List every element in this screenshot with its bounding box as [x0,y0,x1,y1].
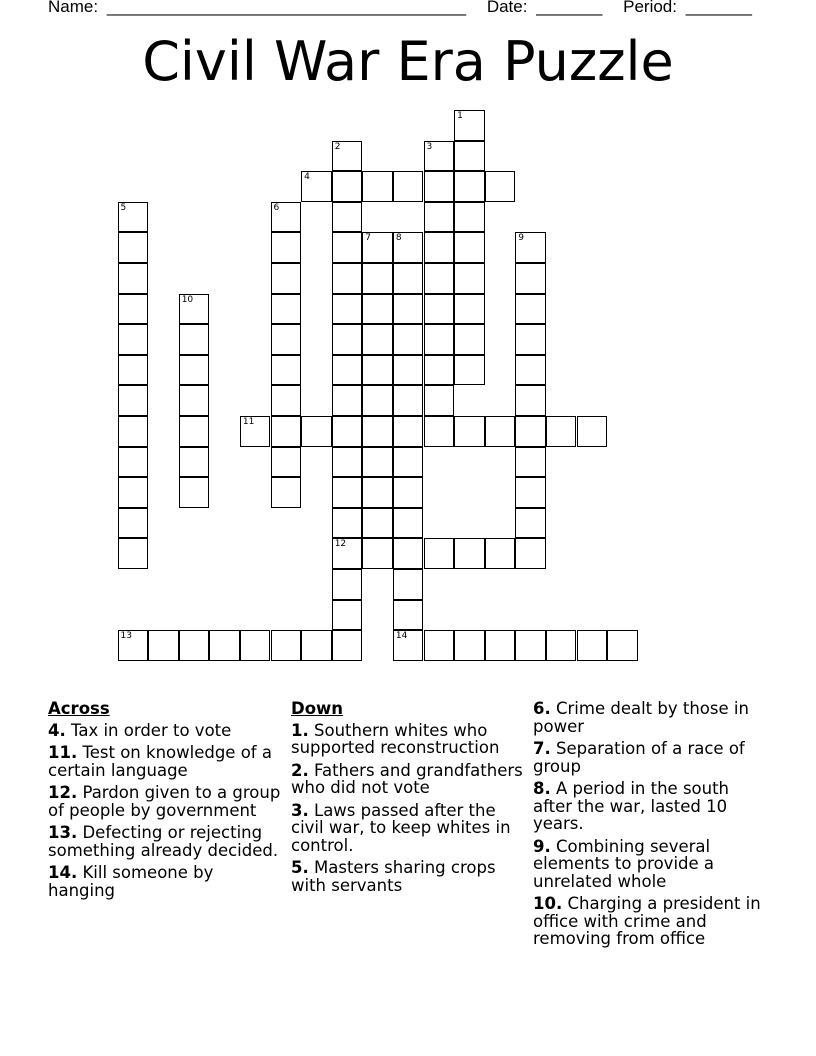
grid-cell[interactable] [332,141,363,172]
clue-text: Pardon given to a group of people by government [48,783,281,820]
clue-num: 3. [291,800,309,820]
grid-cell[interactable] [393,324,424,355]
grid-cell[interactable] [393,477,424,508]
grid-cell[interactable] [454,416,485,447]
grid-cell[interactable] [179,447,210,478]
grid-cell[interactable] [179,630,210,661]
grid-cell[interactable] [454,110,485,141]
grid-cell[interactable] [118,324,149,355]
grid-cell[interactable] [271,630,302,661]
down-clue [291,762,526,797]
grid-cell[interactable] [454,232,485,263]
grid-cell[interactable] [515,355,546,386]
grid-cell[interactable] [424,263,455,294]
grid-cell[interactable] [118,416,149,447]
clue-text: Kill someone by hanging [48,863,214,900]
grid-cell[interactable] [271,355,302,386]
clue-number: 7 [365,233,372,244]
grid-cell[interactable] [393,171,424,202]
down-clue [533,895,768,948]
grid-cell[interactable] [332,294,363,325]
grid-cell[interactable] [515,508,546,539]
clue-num: 12. [48,783,78,802]
grid-cell[interactable] [271,385,302,416]
clue-text: Fathers and grandfathers who did not vote [291,760,523,797]
grid-cell[interactable] [362,385,393,416]
clue-number: 14 [395,631,408,642]
grid-cell[interactable] [332,508,363,539]
down-clue [533,838,768,891]
grid-cell[interactable] [332,569,363,600]
grid-cell[interactable] [271,324,302,355]
grid-cell[interactable] [332,263,363,294]
grid-cell[interactable] [424,324,455,355]
clue-num: 4. [48,720,66,740]
clue-number: 3 [426,141,433,152]
page-title: Civil War Era Puzzle [142,30,674,93]
date-label: Date: [486,0,528,16]
clue-number: 13 [120,631,132,642]
grid-cell[interactable] [362,324,393,355]
grid-cell[interactable] [454,324,485,355]
grid-cell[interactable] [271,202,302,233]
grid-cell[interactable] [118,263,149,294]
grid-cell[interactable] [424,171,455,202]
grid-cell[interactable] [485,630,516,661]
grid-cell[interactable] [515,447,546,478]
down-clue [533,780,768,833]
clue-column-1 [48,700,283,904]
across-heading: Across [48,699,110,718]
grid-cell[interactable] [118,447,149,478]
grid-cell[interactable] [271,416,302,447]
grid-cell[interactable] [607,630,638,661]
clue-number: 9 [518,233,525,244]
grid-cell[interactable] [118,538,149,569]
grid-cell[interactable] [271,477,302,508]
grid-cell[interactable] [454,538,485,569]
grid-cell[interactable] [332,630,363,661]
grid-cell[interactable] [454,294,485,325]
grid-cell[interactable] [271,232,302,263]
grid-cell[interactable] [362,447,393,478]
clue-number: 12 [334,539,347,550]
clue-text: Defecting or rejecting something already decided. [48,823,279,860]
grid-cell[interactable] [118,385,149,416]
grid-cell[interactable] [515,232,546,263]
grid-cell[interactable] [118,202,149,233]
grid-cell[interactable] [424,538,455,569]
grid-cell[interactable] [118,477,149,508]
grid-cell[interactable] [332,202,363,233]
grid-cell[interactable] [332,447,363,478]
grid-cell[interactable] [424,355,455,386]
grid-cell[interactable] [515,294,546,325]
clue-num: 5. [291,858,309,877]
grid-cell[interactable] [393,569,424,600]
across-clue [48,824,283,859]
grid-cell[interactable] [209,630,240,661]
clue-num: 10. [533,894,563,913]
grid-cell[interactable] [332,232,363,263]
grid-cell[interactable] [515,416,546,447]
grid-cell[interactable] [148,630,179,661]
clue-text: Charging a president in office with crime and removing from office [533,894,761,948]
grid-cell[interactable] [393,538,424,569]
clue-number: 5 [120,202,127,213]
grid-cell[interactable] [240,416,271,447]
down-clue [291,802,526,855]
grid-cell[interactable] [393,355,424,386]
clue-text: Test on knowledge of a certain language [48,743,272,780]
grid-cell[interactable] [454,171,485,202]
grid-cell[interactable] [362,508,393,539]
clue-number: 6 [273,202,280,213]
clue-text: Combining several elements to provide a unrelated whole [533,836,715,891]
period-label: Period: [623,0,677,16]
grid-cell[interactable] [424,232,455,263]
grid-cell[interactable] [362,477,393,508]
grid-cell[interactable] [362,294,393,325]
grid-cell[interactable] [332,324,363,355]
grid-cell[interactable] [393,263,424,294]
grid-cell[interactable] [179,385,210,416]
across-clue [48,784,283,819]
grid-cell[interactable] [301,630,332,661]
name-label: Name: [48,0,99,16]
grid-cell[interactable] [332,477,363,508]
grid-cell[interactable] [362,232,393,263]
grid-cell[interactable] [240,630,271,661]
grid-cell[interactable] [362,171,393,202]
grid-cell[interactable] [179,416,210,447]
clue-number: 11 [242,417,255,427]
grid-cell[interactable] [118,355,149,386]
grid-cell[interactable] [179,294,210,325]
grid-cell[interactable] [485,416,516,447]
grid-cell[interactable] [332,600,363,631]
grid-cell[interactable] [393,294,424,325]
grid-cell[interactable] [332,538,363,569]
clue-num: 7. [533,739,551,758]
grid-cell[interactable] [515,630,546,661]
grid-cell[interactable] [271,263,302,294]
grid-cell[interactable] [424,202,455,233]
grid-cell[interactable] [577,630,608,661]
grid-cell[interactable] [362,355,393,386]
down-heading: Down [291,699,344,718]
clue-num: 8. [533,779,551,798]
grid-cell[interactable] [515,538,546,569]
clue-num: 1. [291,720,309,740]
grid-cell[interactable] [485,171,516,202]
grid-cell[interactable] [454,141,485,172]
clue-number: 4 [304,172,310,183]
grid-cell[interactable] [515,385,546,416]
grid-cell[interactable] [546,630,577,661]
grid-cell[interactable] [454,202,485,233]
grid-cell[interactable] [454,630,485,661]
clue-text: Laws passed after the civil war, to keep whites in control. [291,800,511,855]
grid-cell[interactable] [332,385,363,416]
across-clue [48,722,283,740]
clue-num: 14. [48,863,78,882]
clue-text: Separation of a race of group [533,739,745,776]
grid-cell[interactable] [546,416,577,447]
grid-cell[interactable] [362,416,393,447]
clue-text: Masters sharing crops with servants [291,858,496,895]
clue-text: A period in the south after the war, lasted 10 years. [533,779,730,833]
clue-number: 1 [457,111,463,121]
clue-text: Crime dealt by those in power [533,699,749,736]
grid-cell[interactable] [393,508,424,539]
grid-cell[interactable] [393,600,424,631]
grid-cell[interactable] [393,447,424,478]
grid-cell[interactable] [179,355,210,386]
clue-column-2 [291,700,526,899]
clue-number: 2 [334,141,341,152]
grid-cell[interactable] [393,416,424,447]
date-field[interactable]: _______ [536,0,603,16]
grid-cell[interactable] [362,538,393,569]
clue-text: Southern whites who supported reconstruction [291,720,500,757]
grid-cell[interactable] [179,324,210,355]
clue-num: 11. [48,743,78,762]
clue-text: Tax in order to vote [65,720,232,740]
name-field[interactable]: ______________________________________ [106,0,467,16]
clue-number: 8 [395,233,402,244]
grid-cell[interactable] [424,630,455,661]
grid-cell[interactable] [118,294,149,325]
grid-cell[interactable] [332,355,363,386]
grid-cell[interactable] [454,263,485,294]
period-field[interactable]: _______ [685,0,752,16]
grid-cell[interactable] [515,263,546,294]
grid-cell[interactable] [362,263,393,294]
grid-cell[interactable] [118,630,149,661]
grid-cell[interactable] [271,447,302,478]
across-clue [48,864,283,899]
grid-cell[interactable] [424,416,455,447]
grid-cell[interactable] [424,141,455,172]
clue-num: 13. [48,823,78,842]
grid-cell[interactable] [454,355,485,386]
grid-cell[interactable] [424,294,455,325]
down-clue [291,859,526,894]
clue-num: 2. [291,760,309,780]
clue-num: 9. [533,836,551,856]
grid-cell[interactable] [118,508,149,539]
grid-cell[interactable] [301,416,332,447]
grid-cell[interactable] [179,477,210,508]
down-clue [533,700,768,735]
grid-cell[interactable] [118,232,149,263]
grid-cell[interactable] [332,416,363,447]
grid-cell[interactable] [393,232,424,263]
down-clue [291,722,526,757]
across-clue [48,744,283,779]
grid-cell[interactable] [271,294,302,325]
grid-cell[interactable] [485,538,516,569]
grid-cell[interactable] [424,385,455,416]
clue-number: 10 [181,294,194,305]
grid-cell[interactable] [332,171,363,202]
grid-cell[interactable] [301,171,332,202]
grid-cell[interactable] [393,385,424,416]
clue-num: 6. [533,699,551,718]
down-clue [533,740,768,775]
grid-cell[interactable] [515,324,546,355]
grid-cell[interactable] [577,416,608,447]
clue-column-3 [533,700,768,953]
grid-cell[interactable] [393,630,424,661]
grid-cell[interactable] [515,477,546,508]
